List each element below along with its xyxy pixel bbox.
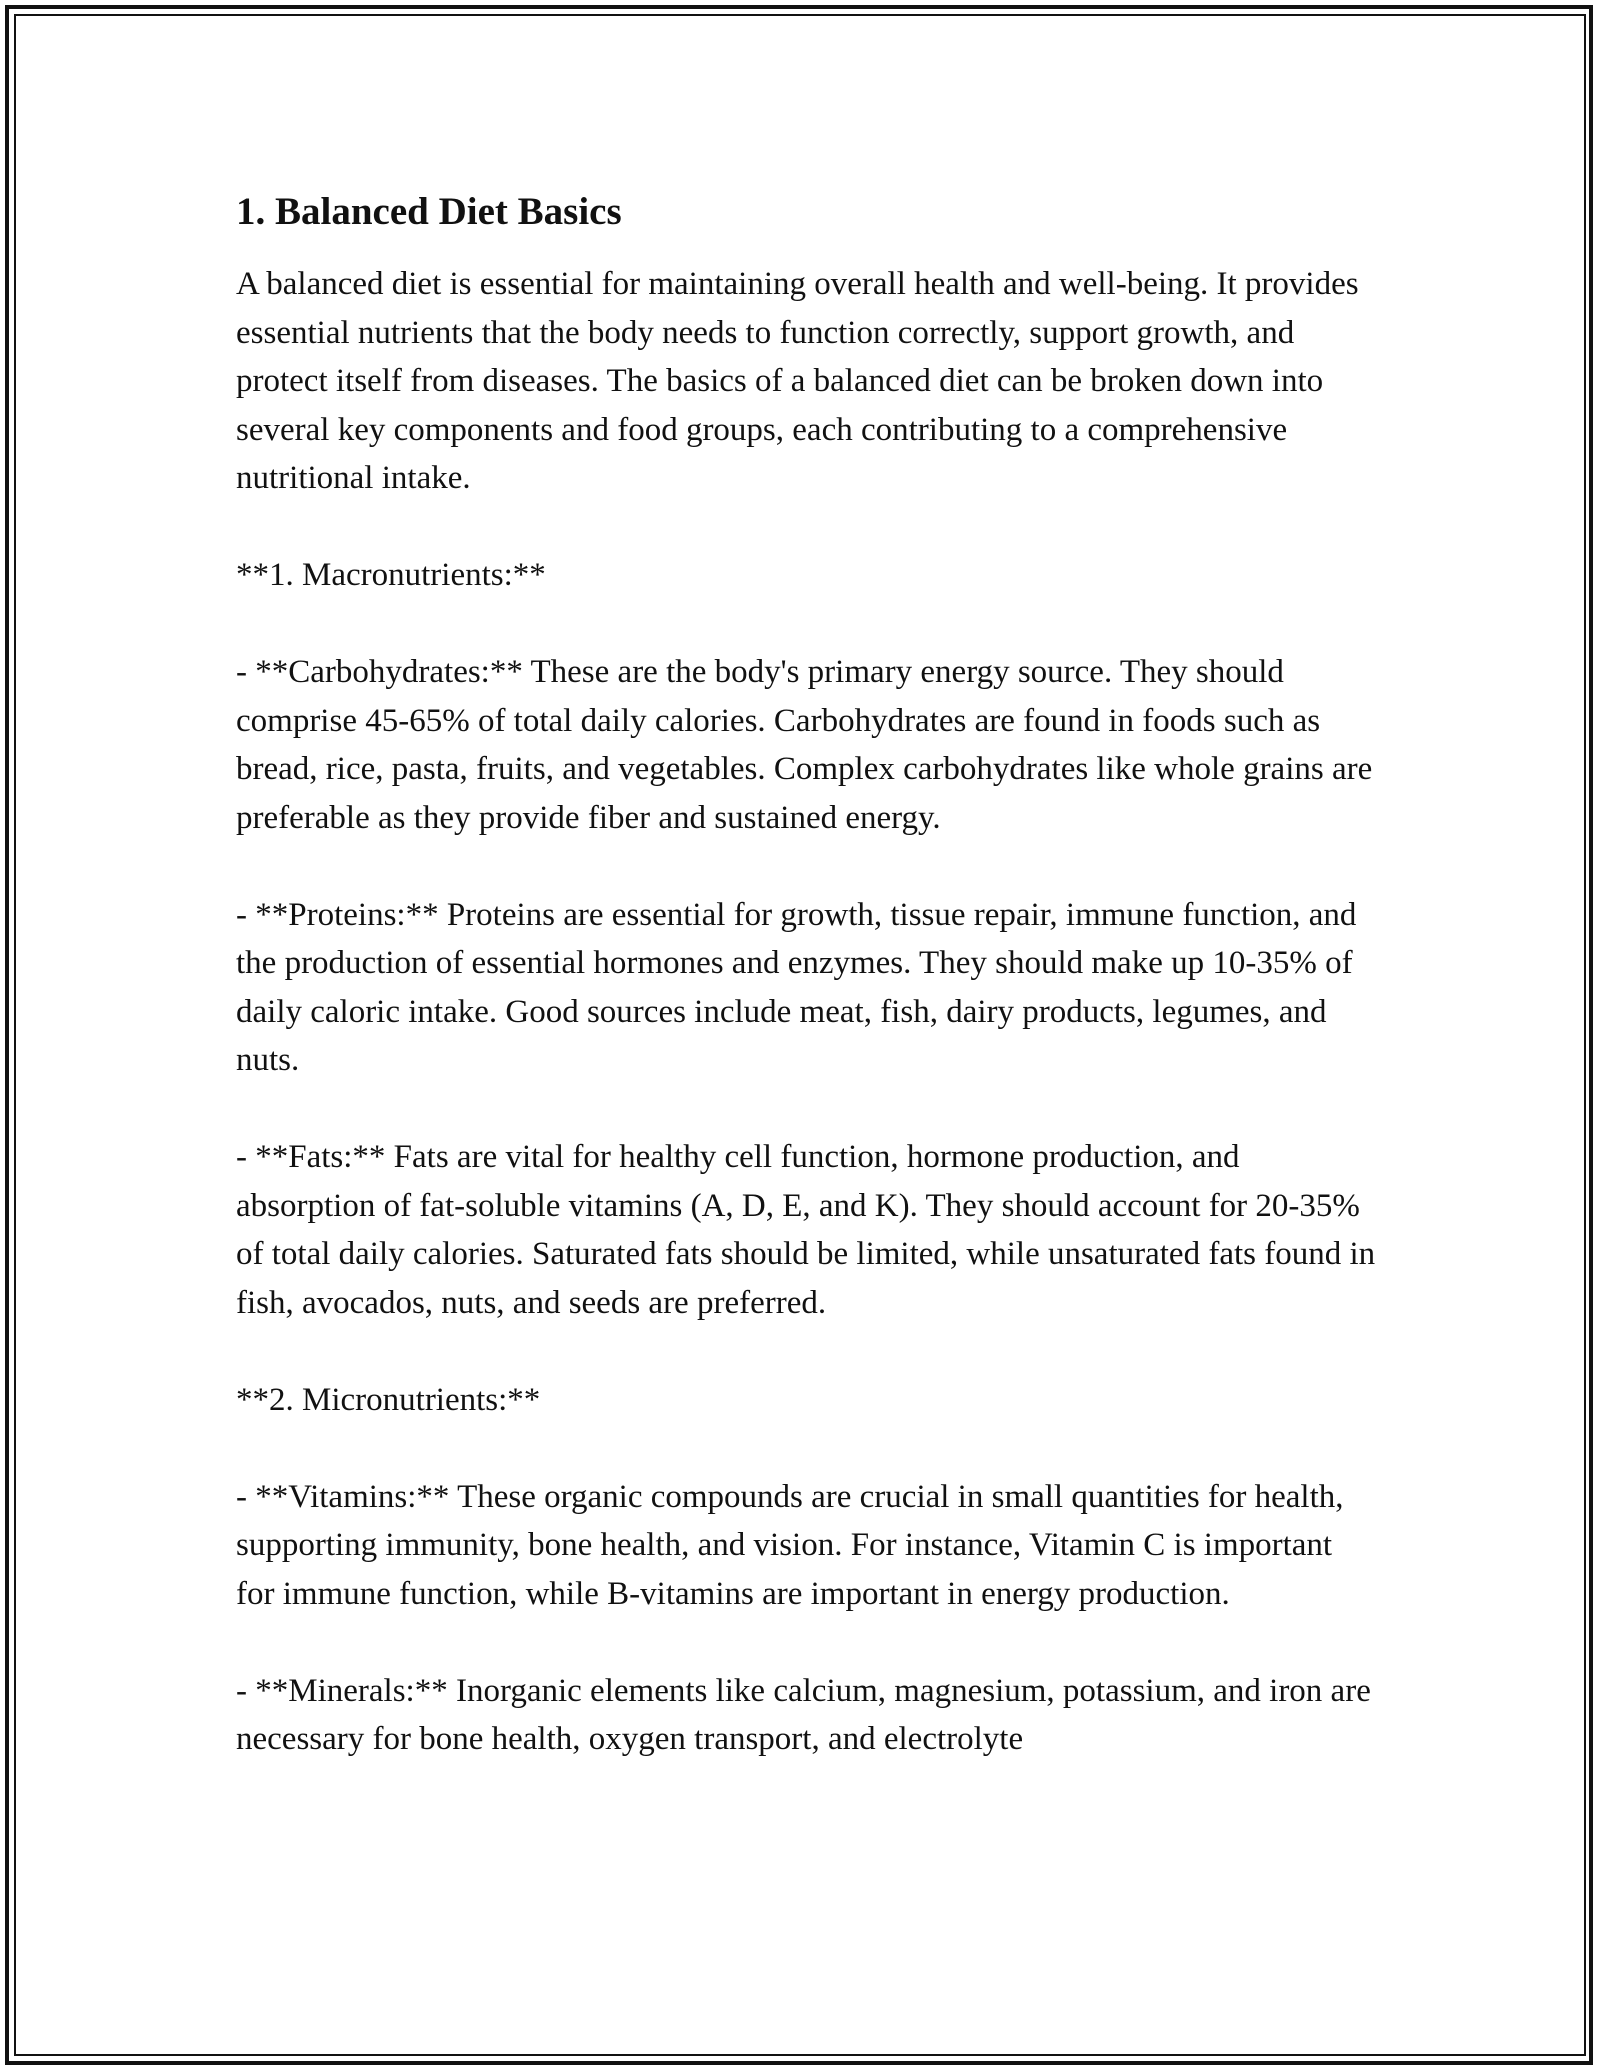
minerals-paragraph: - **Minerals:** Inorganic elements like calcium, magnesium, potassium, and iron are necessary for bone health, oxygen transport, and electrolyte xyxy=(236,1672,1371,1757)
section-heading: 1. Balanced Diet Basics xyxy=(236,190,622,233)
micronutrients-subheading: **2. Micronutrients:** xyxy=(236,1381,541,1418)
macronutrients-subheading: **1. Macronutrients:** xyxy=(236,557,546,593)
intro-paragraph: A balanced diet is essential for maintaining overall health and well-being. It provides essential nutrients that the body needs to function correctly, support growth, and protect itself from diseases. The basics of a balanced diet can be broken down into several key components and food groups, each contributing to a comprehensive nutritional intake. xyxy=(236,266,1359,496)
proteins-paragraph: - **Proteins:** Proteins are essential for growth, tissue repair, immune function, and the production of essential hormones and enzymes. They should make up 10-35% of daily caloric intake. Good sources include meat, fish, dairy products, legumes, and nuts. xyxy=(236,896,1357,1078)
carbohydrates-paragraph: - **Carbohydrates:** These are the body's primary energy source. They should comprise 45-65% of total daily calories. Carbohydrates are found in foods such as bread, rice, pasta, fruits, and vegetables. Complex carbohydrates like whole grains are preferable as they provide fiber and sustained energy. xyxy=(236,654,1373,836)
fats-paragraph: - **Fats:** Fats are vital for healthy cell function, hormone production, and absorption of fat-soluble vitamins (A, D, E, and K). They should account for 20-35% of total daily calories. Saturated fats should be limited, while unsaturated fats found in fish, avocados, nuts, and seeds are preferred. xyxy=(236,1139,1376,1321)
document-body xyxy=(236,188,1376,1812)
vitamins-paragraph: - **Vitamins:** These organic compounds are crucial in small quantities for health, supporting immunity, bone health, and vision. For instance, Vitamin C is important for immune function, while B-vitamins are important in energy production. xyxy=(236,1478,1344,1612)
